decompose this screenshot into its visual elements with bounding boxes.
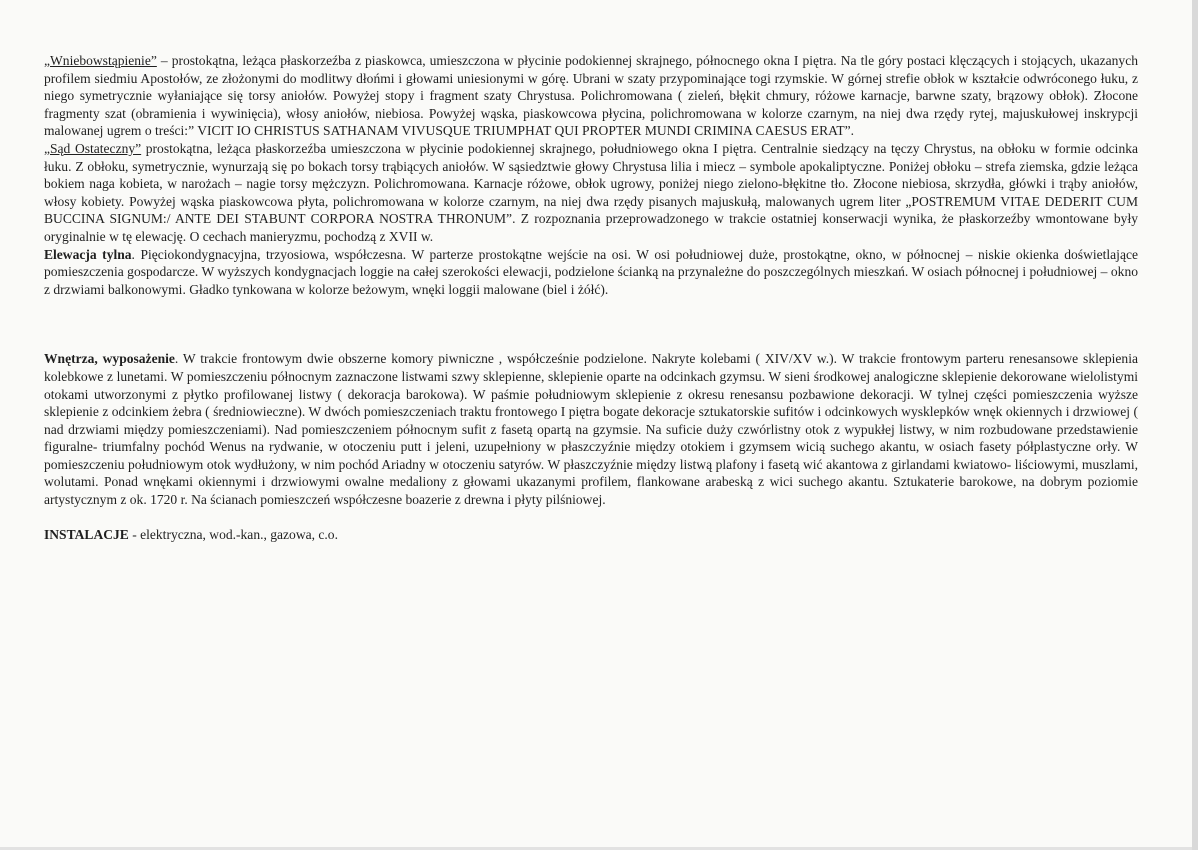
heading-wnetrza: Wnętrza, wyposażenie — [44, 351, 175, 367]
paragraph-wnetrza — [44, 350, 1138, 508]
text-sad-ostateczny: prostokątna, leżąca płaskorzeźba umieszczona w płycinie podokiennej skrajnego, południowego okna I piętra. Centralnie siedzący na tęczy Chrystus, na obłoku w formie odcinka łuku. Z obłoku, symetrycznie, wynurzają się po bokach torsy trąbiących aniołów. W sąsiedztwie głowy Chrystusa lilia i miecz – symbole apokaliptyczne. Poniżej obłoku – strefa ziemska, gdzie leżąca bokiem naga kobieta, w narożach – nagie torsy mężczyzn. Polichromowana. Karnacje różowe, obłok ugrowy, poniżej niego zielono-błękitne tło. Złocone niebiosa, skrzydła, główki i trąby aniołów, włosy kobiety. Powyżej wąska piaskowcowa płyta, polichromowana w kolorze czarnym, na niej dwa rzędy pisanych majuskułą, malowanych ugrem liter „POSTREMUM VITAE DEDERIT CUM BUCCINA SIGNUM:/ ANTE DEI STABUNT CORPORA NOSTRA THRONUM”. Z rozpoznania przeprowadzonego w trakcie ostatniej konserwacji wynika, że płaskorzeźby wmontowane były oryginalnie w tę elewację. O cechach manieryzmu, pochodzą z XVII w. — [44, 140, 1139, 244]
text-wnetrza: . W trakcie frontowym dwie obszerne komory piwniczne , współcześnie podzielone. Nakryte kolebami ( XIV/XV w.). W trakcie frontowym parteru renesansowe sklepienia kolebkowe z lunetami. W pomieszczeniu północnym zaznaczone listwami szwy sklepienne, sklepienie oparte na odcinkach gzymsu. W sieni środkowej analogiczne sklepienie dekorowane wielolistymi otokami utworzonymi z płytko profilowanej listwy ( dekoracja barokowa). W paśmie południowym sklepienie z okresu renesansu pozbawione dekoracji. W tylnej części pomieszczenia wyższe sklepienie z odcinkiem żebra ( średniowieczne). W dwóch pomieszczeniach traktu frontowego I piętra bogate dekoracje sztukatorskie sufitów i odcinkowych wysklepków wnęk okiennych i drzwiowej ( nad drzwiami między pomieszczeniami). Nad pomieszczeniem północnym sufit z fasetą opartą na gzymsie. Na suficie duży czwórlistny otok z wypukłej listwy, w nim rozbudowane przedstawienie figuralne- triumfalny pochód Wenus na rydwanie, w otoczeniu putt i jeleni, uzupełniony w płaszczyźnie między otokiem i gzymsem wicią suchego akantu, w osiach fasety półplastyczne orły. W pomieszczeniu południowym otok wydłużony, w nim pochód Ariadny w otoczeniu satyrów. W płaszczyźnie między listwą plafony i fasetą wić akantowa z girlandami kwiatowo- liściowymi, muszlami, wolutami. Ponad wnękami okiennymi i drzwiowymi owalne medaliony z głowami ukazanymi profilem, flankowane arabeską z wici suchego akantu. Sztukaterie barokowe, na dobrym poziomie artystycznym z ok. 1720 r. Na ścianach pomieszczeń współczesne boazerie z drewna i płyty pilśniowej. — [44, 351, 1138, 508]
spacer — [44, 509, 1138, 526]
text-wniebowstapienie: – prostokątna, leżąca płaskorzeźba z piaskowca, umieszczona w płycinie podokiennej skrajnego, północnego okna I piętra. Na tle góry postaci klęczących i stojących, ukazanych profilem siedmiu Apostołów, ze złożonymi do modlitwy dłońmi i głowami uniesionymi w górę. Ubrani w szaty przypominające togi rzymskie. W górnej strefie obłok w kształcie odwróconego łuku, z niego symetrycznie wyłaniające się torsy aniołów. Powyżej stopy i fragment szaty Chrystusa. Polichromowana ( zieleń, błękit chmury, różowe karnacje, barwne szaty, brązowy obłok). Złocone fragmenty szat (obramienia i wywinięcia), włosy aniołów, niebiosa. Powyżej wąska, piaskowcowa płycina, polichromowana w kolorze czarnym, na niej dwa rzędy rytej, majuskułowej inskrypcji malowanej ugrem o treści:” VICIT IO CHRISTUS SATHANAM VIVUSQUE TRIUMPHAT QUI PROPTER MUNDI CRIMINA CAESUS ERAT”. — [44, 53, 1138, 139]
heading-elewacja-tylna: Elewacja tylna — [44, 246, 132, 262]
paragraph-sad-ostateczny — [44, 140, 1138, 246]
heading-instalacje: INSTALACJE — [44, 526, 129, 542]
paragraph-wniebowstapienie — [44, 52, 1138, 140]
paragraph-instalacje — [44, 526, 1138, 544]
heading-sad-ostateczny: „Sąd Ostateczny” — [44, 140, 142, 156]
paragraph-elewacja-tylna — [44, 246, 1138, 299]
heading-wniebowstapienie: „Wniebowstąpienie” — [44, 53, 157, 68]
document-body — [44, 52, 1138, 543]
text-instalacje: - elektryczna, wod.-kan., gazowa, c.o. — [128, 526, 338, 542]
spacer — [44, 298, 1138, 350]
text-elewacja-tylna: . Pięciokondygnacyjna, trzyosiowa, współczesna. W parterze prostokątne wejście na osi. W osi południowej duże, prostokątne, okno, w północnej – niskie okienka doświetlające pomieszczenia gospodarcze. W wyższych kondygnacjach loggie na całej szerokości elewacji, podzielone ścianką na przynależne do poszczególnych mieszkań. W osiach północnej i południowej – okno z drzwiami balkonowymi. Gładko tynkowana w kolorze beżowym, wnęki loggii malowane (biel i żółć). — [44, 246, 1138, 297]
